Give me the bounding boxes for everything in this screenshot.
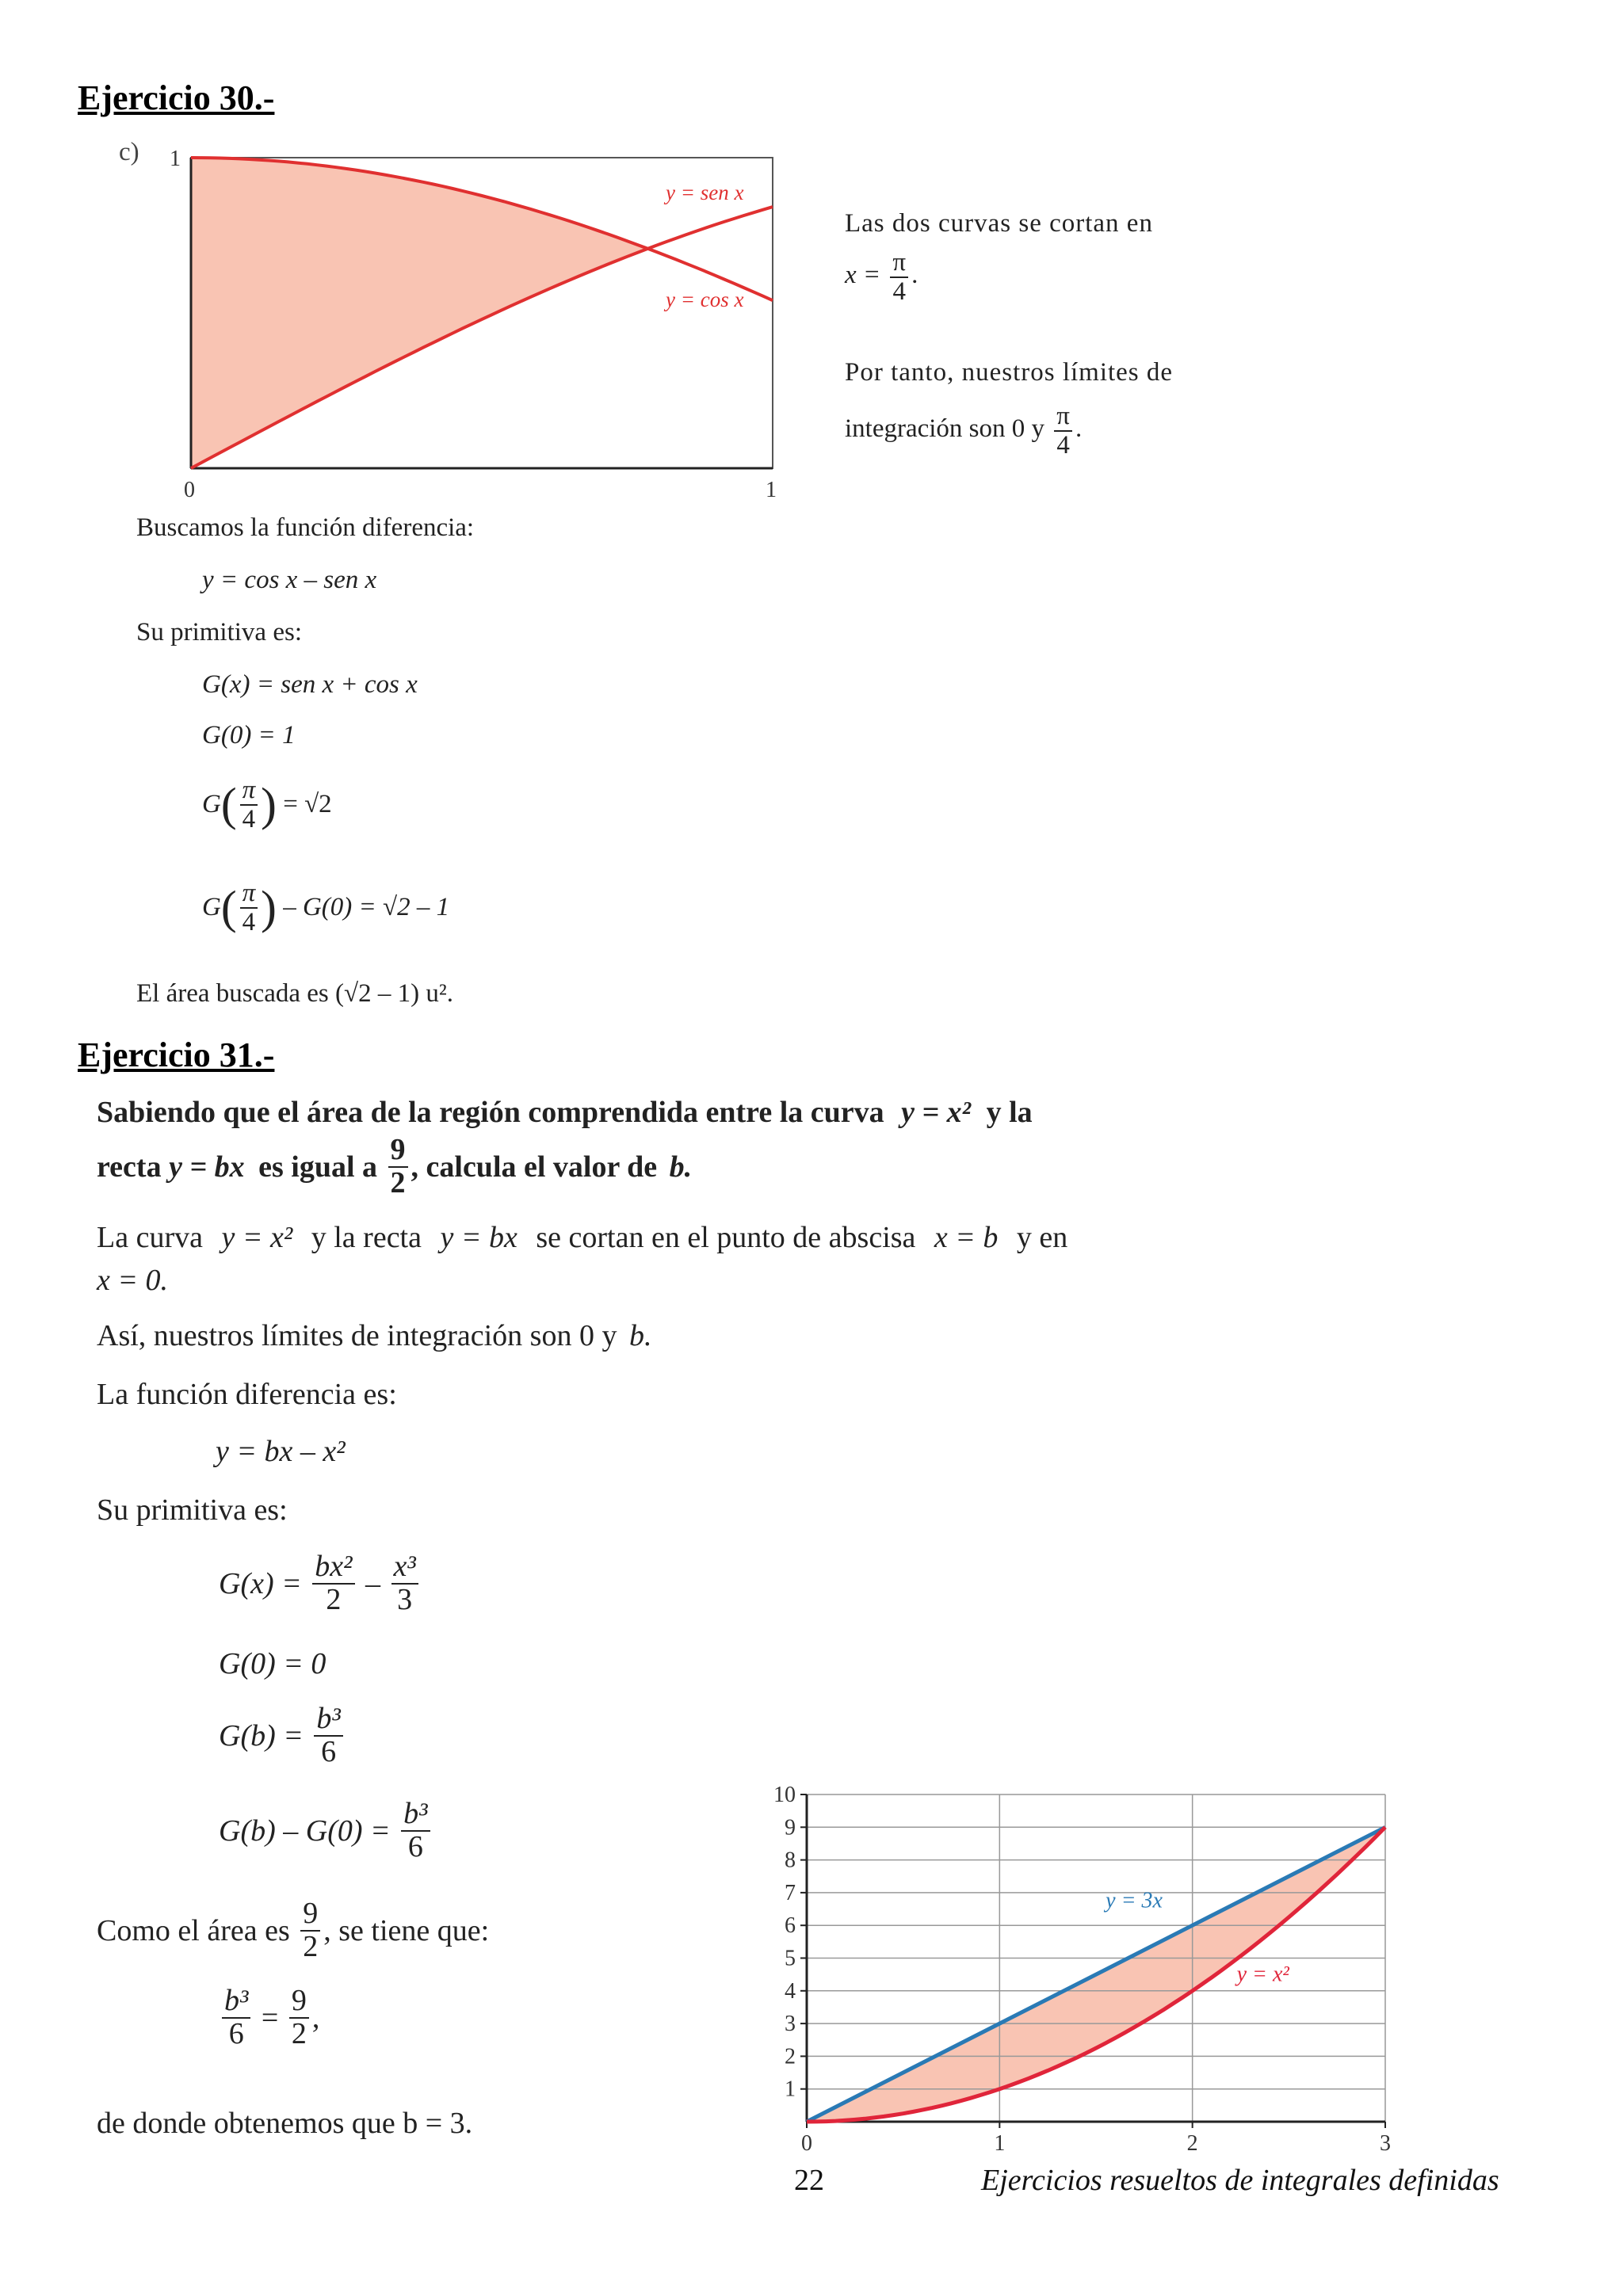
stmt-recta: recta: [97, 1150, 162, 1184]
G-letter-2: G: [202, 893, 221, 922]
y-tick-label-5: 5: [785, 1946, 796, 1971]
eq-comma: ,: [311, 2000, 320, 2035]
ex31-statement-line2: [97, 1135, 692, 1199]
ex31-area-statement: [97, 1898, 489, 1963]
ex31-Gdiff: [219, 1798, 433, 1863]
x-tick-0: 0: [184, 478, 195, 502]
Gb-left: G(b) =: [219, 1718, 304, 1753]
ex30-prim-intro: Su primitiva es:: [136, 618, 302, 646]
y-tick-label-4: 4: [785, 1978, 796, 2004]
four-den-4: 4: [242, 907, 256, 936]
y-tick-label-3: 3: [785, 2012, 796, 2037]
p1-g: y en: [1016, 1221, 1068, 1254]
ex31-statement-line1: [97, 1095, 1033, 1130]
y-tick-label-10: 10: [773, 1783, 796, 1807]
ex30-area-result: El área buscada es (√2 – 1) u².: [136, 979, 454, 1008]
Gx-den1: 2: [326, 1582, 342, 1616]
eq-num1: b³: [222, 1985, 250, 2019]
ex31-result: de donde obtenemos que b = 3.: [97, 2107, 473, 2140]
p1-c: y la recta: [311, 1221, 422, 1254]
ex31-G0: G(0) = 0: [219, 1647, 327, 1680]
ex31-graph: [753, 1759, 1391, 2156]
pi-num: π: [890, 249, 908, 278]
area-num: 9: [300, 1898, 320, 1932]
y-tick-label-6: 6: [785, 1913, 796, 1939]
Gx-num1: bx²: [312, 1551, 354, 1585]
ex31-para1-end: x = 0.: [97, 1264, 169, 1297]
Gx-left: G(x) =: [219, 1566, 302, 1600]
area-b: , se tiene que:: [323, 1913, 490, 1947]
pi-num-2: π: [1054, 402, 1072, 432]
pi-num-4: π: [240, 879, 258, 909]
Gdiff-left: G(b) – G(0) =: [219, 1814, 391, 1848]
stmt-c: y la: [986, 1096, 1033, 1129]
ex30-G0: G(0) = 1: [202, 721, 296, 749]
four-den-2: 4: [1056, 430, 1070, 460]
p1-e: se cortan en el punto de abscisa: [536, 1221, 916, 1254]
stmt-curve: y = x²: [901, 1096, 972, 1129]
four-den: 4: [892, 277, 906, 306]
x-tick-label-1: 1: [994, 2131, 1006, 2156]
label-cos: y = cos x: [666, 288, 744, 311]
Gx-minus: –: [365, 1566, 381, 1600]
ex31-para2: [97, 1318, 651, 1353]
four-den-3: 4: [242, 804, 256, 833]
stmt-line: y = bx: [169, 1150, 245, 1184]
ex31-para3: La función diferencia es:: [97, 1378, 397, 1411]
stmt-igual: es igual a: [258, 1150, 378, 1184]
y-tick-label-2: 2: [785, 2044, 796, 2069]
stmt-num: 9: [388, 1135, 408, 1168]
ex30-heading: Ejercicio 30.-: [78, 78, 275, 117]
p1-xb: x = b: [934, 1221, 999, 1254]
limits-text: integración son 0 y: [845, 414, 1045, 444]
stmt-den: 2: [390, 1165, 406, 1199]
Gx-num2: x³: [391, 1551, 418, 1585]
y-tick-1: 1: [170, 147, 181, 171]
dot: .: [911, 261, 918, 290]
ex30-part-label: c): [119, 138, 139, 166]
Gx-den2: 3: [397, 1582, 413, 1616]
eq-den2: 2: [291, 2016, 307, 2050]
ex30-Gx: G(x) = sen x + cos x: [202, 670, 418, 699]
footer-page-number: 22: [794, 2164, 824, 2197]
ex30-side-xeq: [845, 249, 918, 305]
ex31-heading: Ejercicio 31.-: [78, 1035, 275, 1074]
ex31-para1: [97, 1220, 1067, 1255]
ex30-Gpi: G( $\frac{\pi}{4}$ ) = √2: [202, 776, 332, 833]
series-label-x2: y = x²: [1236, 1962, 1289, 1987]
stmt-calc: , calcula el valor de: [411, 1150, 658, 1184]
footer-title: Ejercicios resueltos de integrales definidas: [981, 2164, 1499, 2197]
ex31-diff: y = bx – x²: [216, 1435, 346, 1468]
x-tick-1: 1: [766, 478, 777, 502]
Gdiff-num: b³: [401, 1798, 430, 1832]
p1-line: y = bx: [440, 1221, 517, 1254]
p2-text: Así, nuestros límites de integración son 0 y: [97, 1319, 617, 1352]
pi-num-3: π: [240, 776, 258, 806]
y-tick-label-8: 8: [785, 1848, 796, 1873]
x-tick-label-3: 3: [1380, 2131, 1391, 2156]
p1-curve: y = x²: [221, 1221, 293, 1254]
y-tick-label-9: 9: [785, 1815, 796, 1840]
Gpi-value: = √2: [283, 790, 332, 819]
eq-num2: 9: [289, 1985, 309, 2019]
series-line-3x: [807, 1827, 1385, 2122]
ex30-side-line1: Las dos curvas se cortan en: [845, 209, 1153, 238]
Gdiff-value: – G(0) = √2 – 1: [283, 893, 450, 922]
ex30-diff-intro: Buscamos la función diferencia:: [136, 513, 475, 542]
Gb-num: b³: [314, 1703, 342, 1737]
x-tick-label-0: 0: [801, 2131, 812, 2156]
area-a: Como el área es: [97, 1913, 290, 1947]
y-tick-label-7: 7: [785, 1880, 796, 1905]
eq-den1: 6: [228, 2016, 244, 2050]
x-tick-label-2: 2: [1186, 2131, 1198, 2156]
dot-2: .: [1075, 414, 1083, 444]
Gdiff-den: 6: [407, 1829, 423, 1863]
ex31-equation: [219, 1985, 319, 2050]
y-tick-label-1: 1: [785, 2077, 796, 2102]
G-letter: G: [202, 790, 221, 819]
eq-equals: =: [261, 2000, 279, 2035]
ex31-Gx: [219, 1551, 422, 1616]
ex31-Gb: [219, 1703, 346, 1768]
stmt-b: b.: [669, 1150, 693, 1184]
ex30-side-line2: Por tanto, nuestros límites de: [845, 358, 1174, 387]
p1-a: La curva: [97, 1221, 203, 1254]
Gb-den: 6: [321, 1734, 337, 1768]
series-label-3x: y = 3x: [1106, 1888, 1163, 1913]
p2-b: b.: [628, 1319, 652, 1352]
ex30-diff-eq: y = cos x – sen x: [202, 566, 377, 594]
x-equals: x =: [845, 261, 881, 290]
ex30-side-line3: [845, 402, 1082, 459]
area-between-curves: [191, 158, 648, 468]
stmt-a: Sabiendo que el área de la región comprendida entre la curva: [97, 1096, 884, 1129]
ex31-prim: Su primitiva es:: [97, 1493, 288, 1527]
area-den: 2: [303, 1929, 319, 1963]
ex30-Gdiff: G( $\frac{\pi}{4}$ ) – G(0) = √2 – 1: [202, 879, 450, 936]
ex30-graph: [158, 143, 792, 507]
label-sen: y = sen x: [666, 181, 744, 204]
